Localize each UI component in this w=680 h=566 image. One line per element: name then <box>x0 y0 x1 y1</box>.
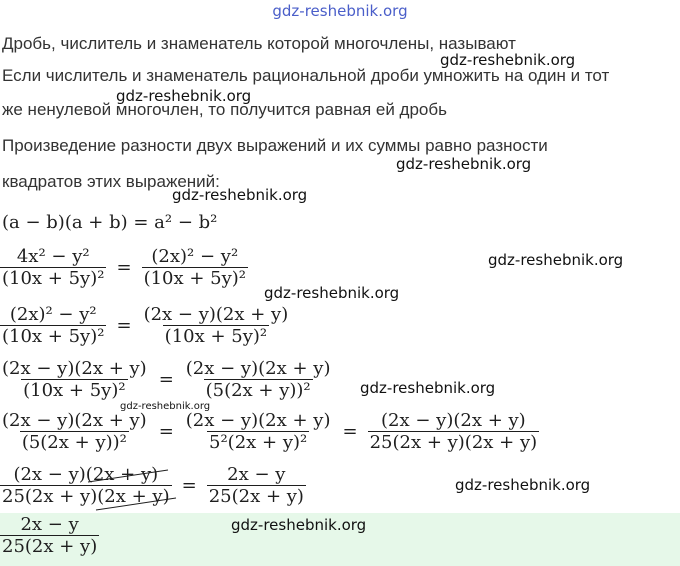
step-4-rhs <box>184 410 333 453</box>
paragraph-3: же ненулевой многочлен, то получится равная ей дробь <box>2 100 447 119</box>
watermark: gdz-reshebnik.org <box>120 401 211 412</box>
top-watermark: gdz-reshebnik.org <box>272 2 408 20</box>
paragraph-5: квадратов этих выражений: <box>2 172 220 191</box>
step-3 <box>0 358 332 401</box>
step-3-lhs-num: (2x − y)(2x + y) <box>2 358 147 379</box>
step-1-rhs <box>142 246 248 289</box>
answer <box>0 514 99 557</box>
equals-sign: = <box>158 421 174 442</box>
step-1-lhs <box>0 246 106 289</box>
step-2 <box>0 304 290 347</box>
equals-sign: = <box>116 257 132 278</box>
watermark: gdz-reshebnik.org <box>231 516 367 534</box>
equals-sign: = <box>181 475 197 496</box>
difference-of-squares-formula: (a − b)(a + b) = a² − b² <box>2 212 218 233</box>
step-4-rhs2-num: (2x − y)(2x + y) <box>381 410 526 431</box>
step-5-lhs-num: (2x − y)(2x + y) <box>13 464 159 485</box>
step-2-rhs-den: (10x + 5y)² <box>164 326 268 347</box>
step-1-lhs-num: 4x² − y² <box>16 246 90 267</box>
step-4-rhs-den: 5²(2x + y)² <box>209 432 308 453</box>
watermark: gdz-reshebnik.org <box>264 284 400 302</box>
step-3-lhs-den: (10x + 5y)² <box>23 380 126 401</box>
step-5 <box>0 464 306 507</box>
step-2-rhs <box>142 304 291 347</box>
step-3-rhs-den: (5(2x + y))² <box>205 380 311 401</box>
paragraph-2: Если числитель и знаменатель рациональной дроби умножить на один и тот <box>2 66 610 85</box>
step-2-lhs-den: (10x + 5y)² <box>2 326 105 347</box>
step-2-rhs-num: (2x − y)(2x + y) <box>143 304 289 325</box>
watermark: gdz-reshebnik.org <box>440 51 576 69</box>
step-1-lhs-den: (10x + 5y)² <box>2 268 105 289</box>
step-2-lhs-num: (2x)² − y² <box>9 304 97 325</box>
step-1 <box>0 246 248 289</box>
step-4-rhs2 <box>368 410 540 453</box>
step-3-rhs <box>184 358 333 401</box>
step-5-lhs-den: 25(2x + y)(2x + y) <box>2 486 170 507</box>
paragraph-4: Произведение разности двух выражений и их суммы равно разности <box>2 136 548 155</box>
step-3-rhs-num: (2x − y)(2x + y) <box>185 358 331 379</box>
equals-sign: = <box>116 315 132 336</box>
paragraph-1: Дробь, числитель и знаменатель которой многочлены, называют <box>2 34 516 53</box>
step-4-lhs <box>0 410 149 453</box>
cancel-strokes <box>0 464 180 516</box>
answer-fraction <box>0 514 99 557</box>
step-1-rhs-den: (10x + 5y)² <box>143 268 247 289</box>
step-4-rhs-num: (2x − y)(2x + y) <box>185 410 331 431</box>
watermark: gdz-reshebnik.org <box>360 379 496 397</box>
step-5-lhs <box>0 464 172 507</box>
step-4 <box>0 410 539 453</box>
watermark: gdz-reshebnik.org <box>455 476 591 494</box>
step-4-rhs2-den: 25(2x + y)(2x + y) <box>369 432 538 453</box>
step-3-lhs <box>0 358 149 401</box>
watermark: gdz-reshebnik.org <box>488 251 624 269</box>
answer-den: 25(2x + y) <box>2 536 98 557</box>
step-5-rhs-den: 25(2x + y) <box>208 486 304 507</box>
answer-num: 2x − y <box>20 514 79 535</box>
step-2-lhs <box>0 304 106 347</box>
step-4-lhs-den: (5(2x + y))² <box>21 432 127 453</box>
step-1-rhs-num: (2x)² − y² <box>151 246 239 267</box>
step-4-lhs-num: (2x − y)(2x + y) <box>2 410 147 431</box>
equals-sign: = <box>158 369 174 390</box>
watermark: gdz-reshebnik.org <box>116 87 252 105</box>
step-5-rhs-num: 2x − y <box>227 464 286 485</box>
step-5-rhs <box>207 464 306 507</box>
equals-sign: = <box>342 421 358 442</box>
watermark: gdz-reshebnik.org <box>396 155 532 173</box>
watermark: gdz-reshebnik.org <box>172 186 308 204</box>
